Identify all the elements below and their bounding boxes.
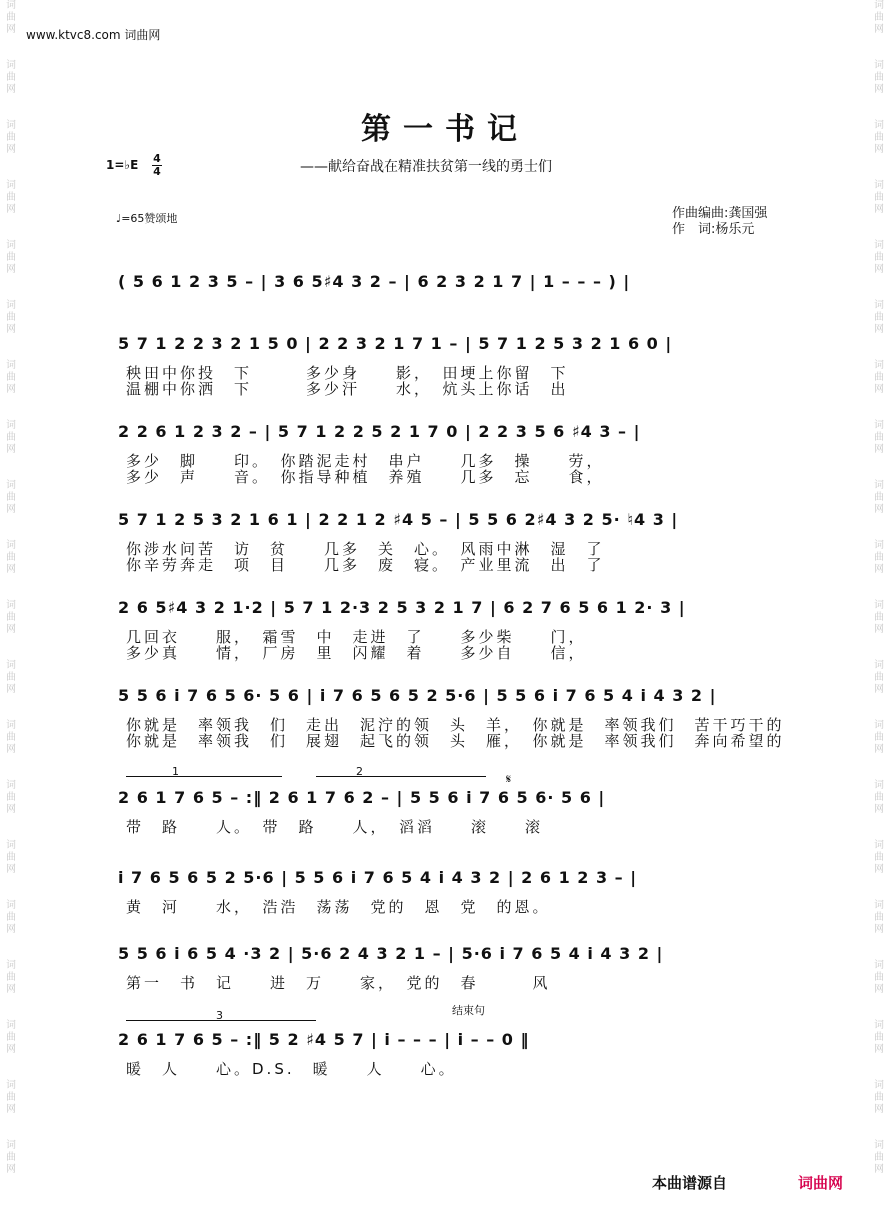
watermark-char: 曲 (6, 612, 16, 623)
watermark-char: 曲 (874, 612, 884, 623)
watermark-char: 词 (6, 480, 16, 491)
watermark-char: 曲 (874, 552, 884, 563)
ending-label: 结束句 (452, 1004, 485, 1017)
watermark-char: 曲 (6, 12, 16, 23)
watermark-char: 网 (6, 504, 16, 515)
watermark-char: 曲 (6, 1152, 16, 1163)
composer: 作曲编曲:龚国强 (672, 206, 768, 221)
credits (672, 206, 767, 238)
watermark-char: 网 (6, 984, 16, 995)
watermark-char: 网 (874, 864, 884, 875)
watermark-char: 曲 (874, 1032, 884, 1043)
watermark-char: 词 (6, 360, 16, 371)
watermark-char: 网 (6, 24, 16, 35)
watermark-char: 曲 (6, 672, 16, 683)
watermark-char: 词 (874, 720, 884, 731)
watermark-char: 词 (874, 1080, 884, 1091)
watermark-char: 词 (874, 960, 884, 971)
notes: 2 6 5♯4 3 2 1·2 | 5 7 1 2·3 2 5 3 2 1 7 | 6 2 7 6 5 6 1 2· 3 | (118, 598, 686, 617)
watermark-char: 曲 (874, 1152, 884, 1163)
footer-source: 本曲谱源自 (652, 1174, 728, 1192)
watermark-char: 网 (874, 564, 884, 575)
watermark-char: 曲 (874, 12, 884, 23)
notes: 5 7 1 2 5 3 2 1 6 1 | 2 2 1 2 ♯4 5 – | 5 5 6 2♯4 3 2 5· ♮4 3 | (118, 510, 679, 529)
volta-2: 2 (316, 776, 486, 783)
watermark-char: 网 (874, 684, 884, 695)
watermark-char: 词 (874, 780, 884, 791)
watermark-char: 词 (6, 840, 16, 851)
watermark-char: 网 (874, 924, 884, 935)
watermark-char: 词 (6, 60, 16, 71)
volta-1: 1 (126, 776, 282, 783)
watermark-char: 曲 (6, 432, 16, 443)
watermark-char: 曲 (6, 372, 16, 383)
watermark-char: 曲 (874, 852, 884, 863)
watermark-char: 词 (874, 120, 884, 131)
watermark-char: 词 (874, 600, 884, 611)
watermark-char: 曲 (874, 312, 884, 323)
watermark-char: 词 (6, 0, 16, 11)
watermark-char: 词 (6, 420, 16, 431)
watermark-char: 词 (6, 300, 16, 311)
watermark-char: 词 (874, 180, 884, 191)
watermark-char: 曲 (874, 972, 884, 983)
watermark-char: 词 (874, 420, 884, 431)
watermark-char: 词 (874, 660, 884, 671)
notes: 5 5 6 i 7 6 5 6· 5 6 | i 7 6 5 6 5 2 5·6 | 5 5 6 i 7 6 5 4 i 4 3 2 | (118, 686, 717, 705)
watermark-char: 曲 (6, 72, 16, 83)
lyrics-line: 几回衣 服， 霜雪 中 走进 了 多少柴 门， (126, 628, 587, 646)
watermark-char: 曲 (874, 672, 884, 683)
watermark-char: 曲 (6, 132, 16, 143)
notes: 5 7 1 2 2 3 2 1 5 0 | 2 2 3 2 1 7 1 – | 5 7 1 2 5 3 2 1 6 0 | (118, 334, 673, 353)
watermark-char: 词 (6, 960, 16, 971)
lyrics-line: 多少 声 音。 你指导种植 养殖 几多 忘 食， (126, 468, 605, 486)
watermark-char: 网 (6, 144, 16, 155)
watermark-char: 词 (6, 240, 16, 251)
time-signature (152, 154, 162, 177)
watermark-char: 词 (6, 540, 16, 551)
notes: i 7 6 5 6 5 2 5·6 | 5 5 6 i 7 6 5 4 i 4 3 2 | 2 6 1 2 3 – | (118, 868, 638, 887)
watermark-char: 词 (874, 900, 884, 911)
watermark-char: 网 (874, 1164, 884, 1175)
watermark-char: 网 (874, 324, 884, 335)
watermark-char: 词 (874, 540, 884, 551)
watermark-char: 网 (6, 324, 16, 335)
watermark-char: 网 (874, 624, 884, 635)
notes: 2 6 1 7 6 5 – :‖ 2 6 1 7 6 2 – | 5 5 6 i 7 6 5 6· 5 6 | (118, 788, 606, 807)
watermark-char: 曲 (6, 1092, 16, 1103)
footer-brand[interactable]: 词曲网 (798, 1174, 844, 1192)
watermark-char: 网 (6, 624, 16, 635)
watermark-char: 网 (6, 744, 16, 755)
watermark-char: 曲 (6, 972, 16, 983)
lyrics-line: 秧田中你投 下 多少身 影， 田埂上你留 下 (126, 364, 569, 382)
watermark-char: 网 (874, 1104, 884, 1115)
subtitle: ——献给奋战在精准扶贫第一线的勇士们 (300, 159, 552, 175)
watermark-char: 曲 (874, 192, 884, 203)
watermark-char: 曲 (874, 372, 884, 383)
watermark-char: 网 (874, 204, 884, 215)
watermark-char: 网 (874, 84, 884, 95)
watermark-char: 网 (874, 984, 884, 995)
watermark-char: 曲 (6, 912, 16, 923)
watermark-char: 曲 (874, 912, 884, 923)
watermark-char: 网 (874, 264, 884, 275)
watermark-char: 网 (6, 1044, 16, 1055)
lyrics-line: 温棚中你洒 下 多少汗 水， 炕头上你话 出 (126, 380, 569, 398)
watermark-char: 网 (6, 84, 16, 95)
watermark-char: 词 (6, 720, 16, 731)
watermark-char: 网 (6, 1164, 16, 1175)
watermark-char: 网 (6, 384, 16, 395)
watermark-char: 词 (874, 60, 884, 71)
watermark-char: 网 (874, 1044, 884, 1055)
lyrics-line: 黄 河 水， 浩浩 荡荡 党的 恩 党 的恩。 (126, 898, 551, 916)
volta-3: 3 (126, 1020, 316, 1027)
lyrics-line: 多少 脚 印。 你踏泥走村 串户 几多 操 劳， (126, 452, 605, 470)
watermark-char: 曲 (6, 1032, 16, 1043)
watermark-char: 词 (874, 1140, 884, 1151)
watermark-char: 网 (6, 924, 16, 935)
watermark-char: 网 (874, 444, 884, 455)
watermark-char: 词 (874, 1020, 884, 1031)
watermark-char: 曲 (874, 1092, 884, 1103)
watermark-left (2, 0, 20, 1218)
watermark-char: 词 (874, 300, 884, 311)
watermark-char: 网 (874, 804, 884, 815)
watermark-char: 网 (6, 204, 16, 215)
watermark-char: 曲 (874, 132, 884, 143)
watermark-char: 网 (6, 564, 16, 575)
watermark-char: 曲 (874, 492, 884, 503)
song-title: 第一书记 (361, 112, 529, 147)
watermark-char: 曲 (6, 852, 16, 863)
lyrics-line: 多少真 情， 厂房 里 闪耀 着 多少自 信， (126, 644, 587, 662)
watermark-char: 词 (874, 240, 884, 251)
watermark-char: 曲 (874, 432, 884, 443)
watermark-char: 曲 (874, 792, 884, 803)
watermark-char: 曲 (6, 732, 16, 743)
watermark-char: 网 (874, 504, 884, 515)
watermark-right (870, 0, 888, 1218)
watermark-char: 网 (874, 24, 884, 35)
watermark-char: 网 (874, 144, 884, 155)
watermark-char: 词 (6, 120, 16, 131)
watermark-char: 词 (874, 360, 884, 371)
lyricist: 作 词:杨乐元 (672, 222, 755, 237)
watermark-char: 网 (6, 1104, 16, 1115)
watermark-char: 曲 (874, 252, 884, 263)
time-sig-top: 4 (153, 152, 161, 165)
time-sig-bottom: 4 (153, 165, 161, 178)
watermark-char: 网 (874, 744, 884, 755)
watermark-char: 网 (6, 864, 16, 875)
watermark-char: 曲 (874, 72, 884, 83)
notes: 5 5 6 i 6 5 4 ·3 2 | 5·6 2 4 3 2 1 – | 5·6 i 7 6 5 4 i 4 3 2 | (118, 944, 664, 963)
key-signature: 1=♭E (106, 158, 139, 172)
site-url[interactable]: www.ktvc8.com 词曲网 (26, 28, 161, 42)
watermark-char: 词 (6, 1140, 16, 1151)
watermark-char: 词 (6, 660, 16, 671)
segno-mark: 𝄋 (506, 772, 512, 786)
watermark-char: 网 (6, 264, 16, 275)
watermark-char: 词 (6, 780, 16, 791)
lyrics-line: 你就是 率领我 们 展翅 起飞的领 头 雁， 你就是 率领我们 奔向希望的 (126, 732, 785, 750)
lyrics-line: 第一 书 记 进 万 家， 党的 春 风 (126, 974, 551, 992)
tempo-marking: ♩=65赞颂地 (116, 212, 178, 225)
lyrics-line: 你涉水问苦 访 贫 几多 关 心。 风雨中淋 湿 了 (126, 540, 605, 558)
watermark-char: 曲 (874, 732, 884, 743)
lyrics-line: 你就是 率领我 们 走出 泥泞的领 头 羊， 你就是 率领我们 苦干巧干的 (126, 716, 785, 734)
watermark-char: 词 (874, 840, 884, 851)
lyrics-line: 带 路 人。 带 路 人， 滔滔 滚 滚 (126, 818, 544, 836)
notes: 2 6 1 7 6 5 – :‖ 5 2 ♯4 5 7 | i – – – | i – – 0 ‖ (118, 1030, 530, 1049)
watermark-char: 曲 (6, 192, 16, 203)
watermark-char: 词 (874, 0, 884, 11)
watermark-char: 词 (6, 900, 16, 911)
notes: ( 5 6 1 2 3 5 – | 3 6 5♯4 3 2 – | 6 2 3 2 1 7 | 1 – – – ) | (118, 272, 631, 291)
watermark-char: 词 (6, 600, 16, 611)
lyrics-line: 你辛劳奔走 项 目 几多 废 寝。 产业里流 出 了 (126, 556, 605, 574)
watermark-char: 词 (874, 480, 884, 491)
watermark-char: 曲 (6, 792, 16, 803)
watermark-char: 曲 (6, 252, 16, 263)
watermark-char: 网 (6, 684, 16, 695)
watermark-char: 曲 (6, 552, 16, 563)
lyrics-line: 暖 人 心。D.S. 暖 人 心。 (126, 1060, 457, 1078)
watermark-char: 词 (6, 180, 16, 191)
watermark-char: 曲 (6, 312, 16, 323)
watermark-char: 网 (6, 804, 16, 815)
watermark-char: 词 (6, 1020, 16, 1031)
watermark-char: 网 (874, 384, 884, 395)
notes: 2 2 6 1 2 3 2 – | 5 7 1 2 2 5 2 1 7 0 | 2 2 3 5 6 ♯4 3 – | (118, 422, 641, 441)
watermark-char: 网 (6, 444, 16, 455)
watermark-char: 曲 (6, 492, 16, 503)
watermark-char: 词 (6, 1080, 16, 1091)
